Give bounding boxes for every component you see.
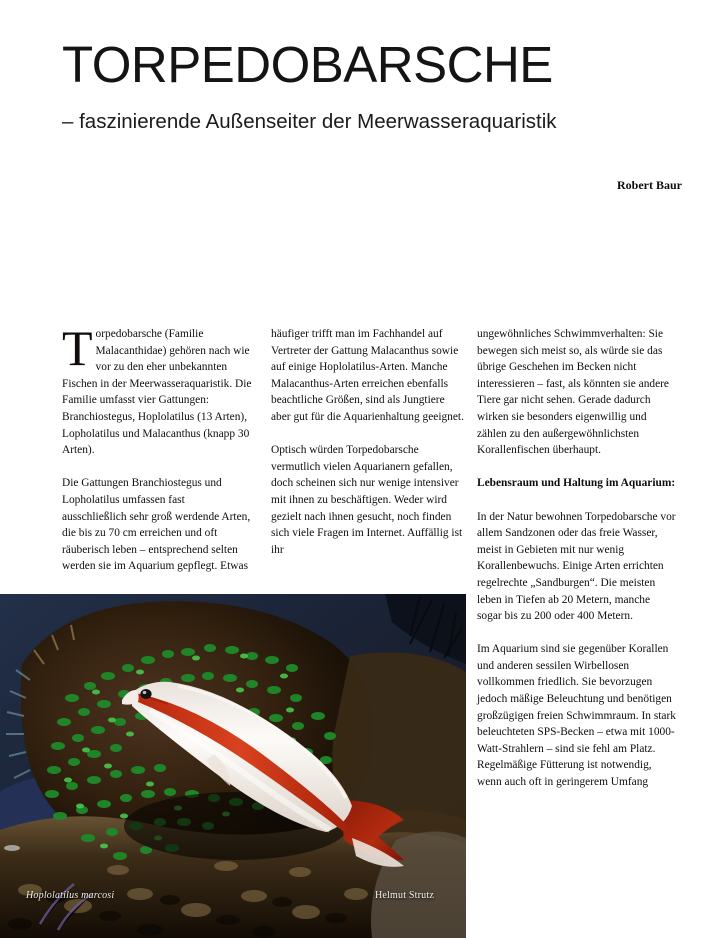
- masthead: [62, 38, 682, 135]
- paragraph: Die Gattungen Branchiostegus und Lopholatilus umfassen fast ausschließlich sehr groß werdende Arten, die bis zu 70 cm erreichen und oft räuberisch leben – entsprechend selten werden sie im Aquarium gepflegt. Etwas: [62, 477, 251, 573]
- photo-credit: Helmut Strutz: [375, 890, 434, 901]
- paragraph: Optisch würden Torpedobarsche vermutlich vielen Aquarianern gefallen, doch scheinen sich nur wenige intensiver mit ihnen zu beschäftigen. Weder wird gezielt nach ihnen gesucht, noch finden sich viele Fragen im Internet. Auffällig ist ihr: [271, 444, 463, 556]
- paragraph: häufiger trifft man im Fachhandel auf Vertreter der Gattung Malacanthus sowie auf einige Hoplolatilus-Arten. Manche Malacanthus-Arten erreichen ebenfalls beachtliche Größen, sind als Jungtiere aber gut für die Aquarienhaltung geeignet.: [271, 328, 464, 423]
- underwater-reef-photo: [0, 594, 466, 938]
- author-byline: Robert Baur: [617, 178, 682, 192]
- drop-cap: T: [62, 320, 93, 376]
- paragraph: [62, 320, 252, 459]
- body-column-1: [62, 320, 252, 575]
- body-column-2: [271, 326, 464, 558]
- reef-photo-illustration: [0, 594, 466, 938]
- paragraph: Im Aquarium sind sie gegenüber Korallen und anderen sessilen Wirbellosen vollkommen friedlich. Sie bevorzugen jedoch mäßige Beleuchtung und benötigen großzügigen freien Schwimmraum. In stark beleuchteten SPS-Becken – etwa mit 1000-Watt-Strahlern – sind sie fehl am Platz. Regelmäßige Fütterung ist notwendig, wenn auch oft in geringerem Umfang: [477, 643, 676, 789]
- paragraph: In der Natur bewohnen Torpedobarsche vor allem Sandzonen oder das freie Wasser, meist in Gebieten mit nur wenig Korallenbewuchs. Einige Arten errichten regelrechte „Sandburgen“. Die meisten leben in Tiefen ab 20 Metern, manche sogar bis zu 200 oder 400 Metern.: [477, 510, 676, 623]
- paragraph: ungewöhnliches Schwimmverhalten: Sie bewegen sich meist so, als würde sie das übrige Geschehen im Becken nicht interessieren – fast, als könnten sie andere Tiere gar nicht sehen. Gerade dadurch wirken sie besonders eigenwillig und zählen zu den außergewöhnlichsten Korallenfischen überhaupt.: [477, 328, 669, 457]
- page-title: TORPEDOBARSCHE: [62, 36, 553, 93]
- photo-species-caption: Hoplolatilus marcosi: [26, 890, 115, 901]
- article-subtitle: – faszinierende Außenseiter der Meerwasseraquaristik: [62, 110, 557, 134]
- paragraph-text: orpedobarsche (Familie Malacanthidae) gehören nach wie vor zu den eher unbekannten Fischen in der Meerwasseraquaristik. Die Familie umfasst vier Gattungen: Branchiostegus, Hoplolatilus (13 Arten), Lopholatilus und Malacanthus (knapp 30 Arten).: [62, 328, 252, 457]
- section-subheading: Lebensraum und Haltung im Aquarium:: [477, 477, 676, 490]
- body-column-3: [477, 326, 677, 791]
